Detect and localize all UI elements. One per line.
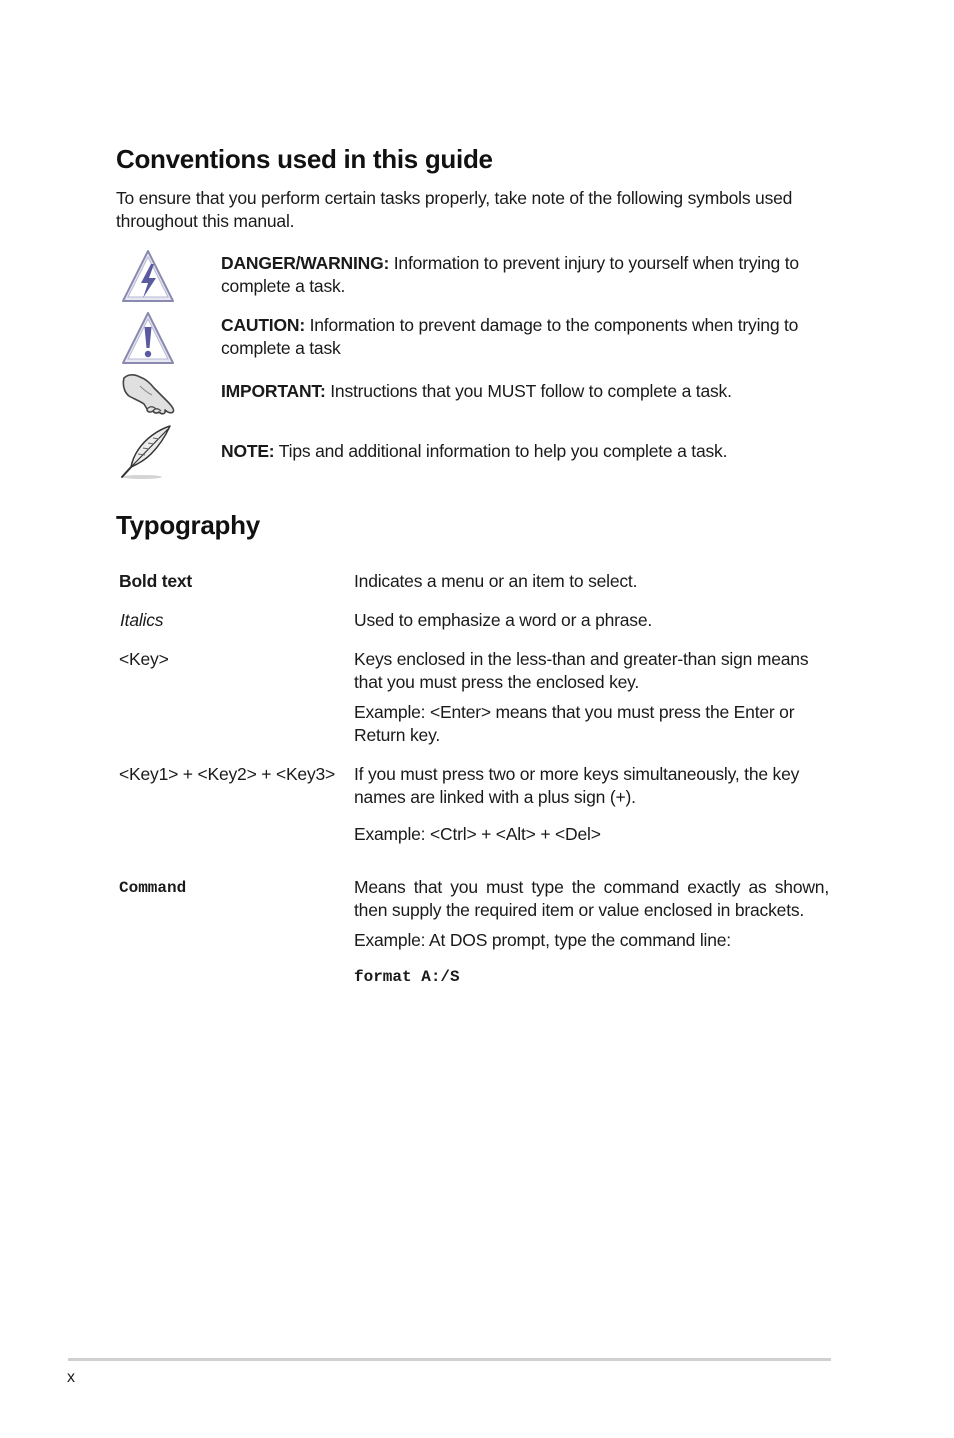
pointing-hand-icon [120,368,176,424]
notice-caution [221,314,821,360]
desc-command-example: Example: At DOS prompt, type the command line: [354,930,731,950]
command-example-code: format A:/S [354,968,460,986]
exclamation-caution-icon [120,310,176,366]
term-key-combo: <Key1> + <Key2> + <Key3> [119,764,336,784]
notice-note-text: Tips and additional information to help you complete a task. [274,441,728,461]
notice-note [221,440,821,463]
notice-danger-text: Information to prevent injury to yourself when trying to complete a task. [221,253,799,296]
notice-important [221,380,821,403]
quill-pen-icon [118,424,174,480]
term-key: <Key> [119,649,169,669]
notice-important-label: IMPORTANT: [221,381,326,401]
conventions-heading: Conventions used in this guide [116,144,493,174]
term-italics: Italics [120,610,164,630]
notice-note-label: NOTE: [221,441,275,461]
term-command: Command [119,879,187,897]
notice-important-text: Instructions that you MUST follow to complete a task. [325,381,732,401]
desc-key-combo-example: Example: <Ctrl> + <Alt> + <Del> [354,824,601,844]
footer-rule [68,1358,831,1361]
page-number: x [67,1369,75,1386]
desc-bold-text: Indicates a menu or an item to select. [354,571,638,591]
desc-italics: Used to emphasize a word or a phrase. [354,610,653,630]
notice-caution-text: Information to prevent damage to the components when trying to complete a task [221,315,799,358]
typography-heading: Typography [116,510,260,540]
lightning-warning-icon [120,248,176,304]
desc-command: Means that you must type the command exactly as shown, then supply the required item or value enclosed in brackets. [354,877,829,920]
notice-danger-label: DANGER/WARNING: [221,253,390,273]
desc-key-example: Example: <Enter> means that you must press the Enter or Return key. [354,702,795,745]
notice-danger [221,252,821,298]
term-bold-text: Bold text [119,571,193,591]
desc-key: Keys enclosed in the less-than and greater-than sign means that you must press the enclosed key. [354,649,809,692]
notice-caution-label: CAUTION: [221,315,305,335]
desc-key-combo: If you must press two or more keys simultaneously, the key names are linked with a plus sign (+). [354,764,800,807]
conventions-intro: To ensure that you perform certain tasks properly, take note of the following symbols used throughout this manual. [116,188,793,231]
